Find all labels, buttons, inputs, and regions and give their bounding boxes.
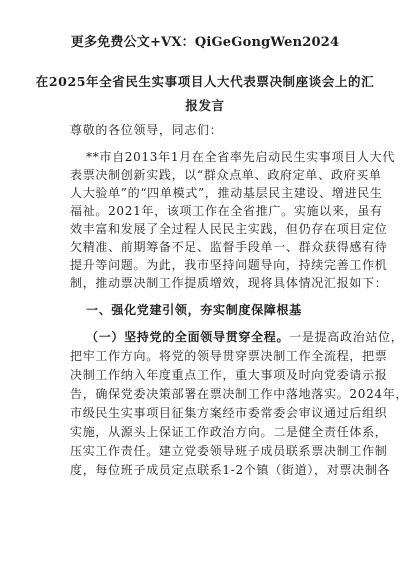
intro-line: 表票决制创新实践，以“群众点单、政府定单、政府买单 (70, 168, 382, 182)
subsection-text: 一是提高政治站位， (289, 330, 404, 344)
subsection-line: 压实工作责任。建立党委领导班子成员联系票决制工作制 (70, 444, 388, 458)
intro-line: 效丰富和发展了全过程人民民主实践，但仍存在项目定位 (70, 222, 388, 236)
promo-banner: 更多免费公文+VX：QiGeGongWen2024 (70, 35, 340, 50)
document-title-line-2: 报发言 (185, 98, 225, 113)
subsection-heading: （一）坚持党的全面领导贯穿全程。 (86, 330, 290, 344)
subsection-first-line (86, 328, 404, 345)
subsection-line: 实施，从源头上保证工作政治方向。二是健全责任体系， (70, 425, 388, 439)
subsection-line: 告，确保党委决策部署在票决制工作中落地落实。2024年， (70, 387, 409, 401)
intro-line: 制，推动票决制工作提质增效，现将具体情况汇报如下： (70, 276, 388, 290)
intro-line: 欠精准、前期筹备不足、监督手段单一、群众获得感有待 (70, 240, 388, 254)
intro-line: 福祉。2021年，该项工作在全省推广。实施以来，虽有 (70, 204, 383, 218)
document-title-line-1: 在2025年全省民生实事项目人大代表票决制座谈会上的汇 (35, 74, 375, 89)
section-heading: 一、强化党建引领，夯实制度保障根基 (86, 303, 302, 317)
intro-line: 人大验单”的“四单模式”，推动基层民主建设、增进民生 (70, 186, 383, 200)
subsection-line: 决制工作纳入年度重点工作，重大事项及时向党委请示报 (70, 368, 388, 382)
intro-line: **市自2013年1月在全省率先启动民生实事项目人大代 (86, 150, 396, 164)
subsection-line: 市级民生实事项目征集方案经市委常委会审议通过后组织 (70, 406, 388, 420)
salutation: 尊敬的各位领导，同志们： (70, 123, 223, 137)
subsection-line: 度，每位班子成员定点联系1-2个镇（街道），对票决制各 (70, 463, 391, 477)
intro-line: 提升等问题。为此，我市坚持问题导向，持续完善工作机 (70, 258, 388, 272)
subsection-line: 把牢工作方向。将党的领导贯穿票决制工作全流程，把票 (70, 349, 388, 363)
